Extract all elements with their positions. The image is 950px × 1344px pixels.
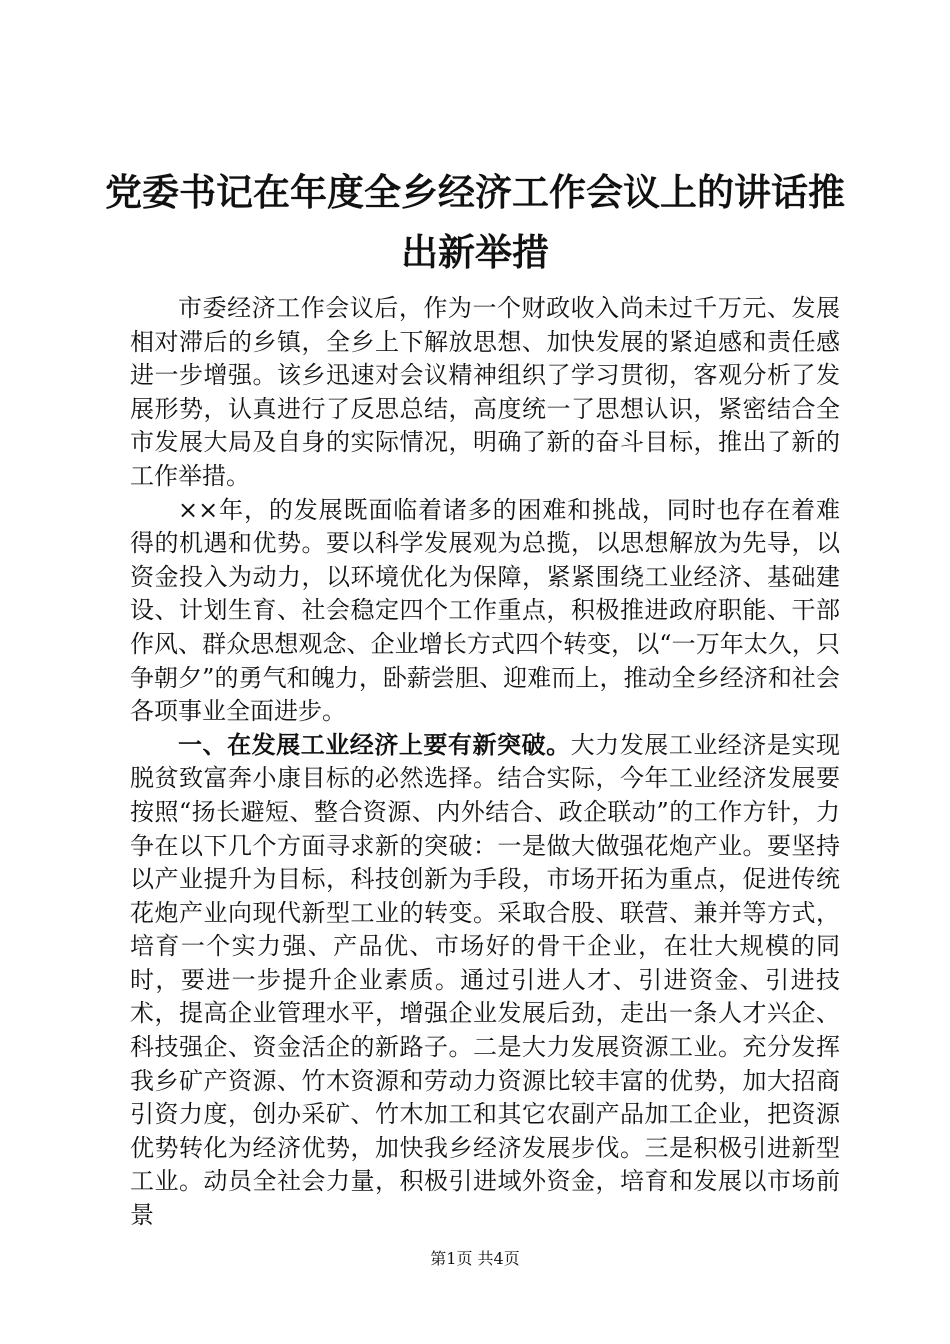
- document-title-line-2: 出新举措: [401, 231, 549, 274]
- document-title-line-1: 党委书记在年度全乡经济工作会议上的讲话推: [105, 171, 845, 214]
- page-footer: 第1页 共4页: [430, 1249, 520, 1268]
- paragraph-1: [130, 292, 840, 494]
- section-heading-1: 一、在发展工业经济上要有新突破。: [178, 730, 571, 759]
- paragraph-3: [130, 729, 840, 1233]
- document-body: [130, 292, 840, 1233]
- paragraph-3-text: 大力发展工业经济是实现脱贫致富奔小康目标的必然选择。结合实际，今年工业经济发展要按照“扬长避短、整合资源、内外结合、政企联动”的工作方针，力争在以下几个方面寻求新的突破：一是做大做强花炮产业。要坚持以产业提升为目标，科技创新为手段，市场开拓为重点，促进传统花炮产业向现代新型工业的转变。采取合股、联营、兼并等方式，培育一个实力强、产品优、市场好的骨干企业，在壮大规模的同时，要进一步提升企业素质。通过引进人才、引进资金、引进技术，提高企业管理水平，增强企业发展后劲，走出一条人才兴企、科技强企、资金活企的新路子。二是大力发展资源工业。充分发挥我乡矿产资源、竹木资源和劳动力资源比较丰富的优势，加大招商引资力度，创办采矿、竹木加工和其它农副产品加工企业，把资源优势转化为经济优势，加快我乡经济发展步伐。三是积极引进新型工业。动员全社会力量，积极引进域外资金，培育和发展以市场前景: [130, 730, 841, 1230]
- paragraph-2: [130, 494, 840, 729]
- paragraph-2-text: ××年，的发展既面临着诸多的困难和挑战，同时也存在着难得的机遇和优势。要以科学发展观为总揽，以思想解放为先导，以资金投入为动力，以环境优化为保障，紧紧围绕工业经济、基础建设、计划生育、社会稳定四个工作重点，积极推进政府职能、干部作风、群众思想观念、企业增长方式四个转变，以“一万年太久，只争朝夕”的勇气和魄力，卧薪尝胆、迎难而上，推动全乡经济和社会各项事业全面进步。: [130, 495, 840, 726]
- paragraph-1-text: 市委经济工作会议后，作为一个财政收入尚未过千万元、发展相对滞后的乡镇，全乡上下解放思想、加快发展的紧迫感和责任感进一步增强。该乡迅速对会议精神组织了学习贯彻，客观分析了发展形势，认真进行了反思总结，高度统一了思想认识，紧密结合全市发展大局及自身的实际情况，明确了新的奋斗目标，推出了新的工作举措。: [130, 294, 840, 490]
